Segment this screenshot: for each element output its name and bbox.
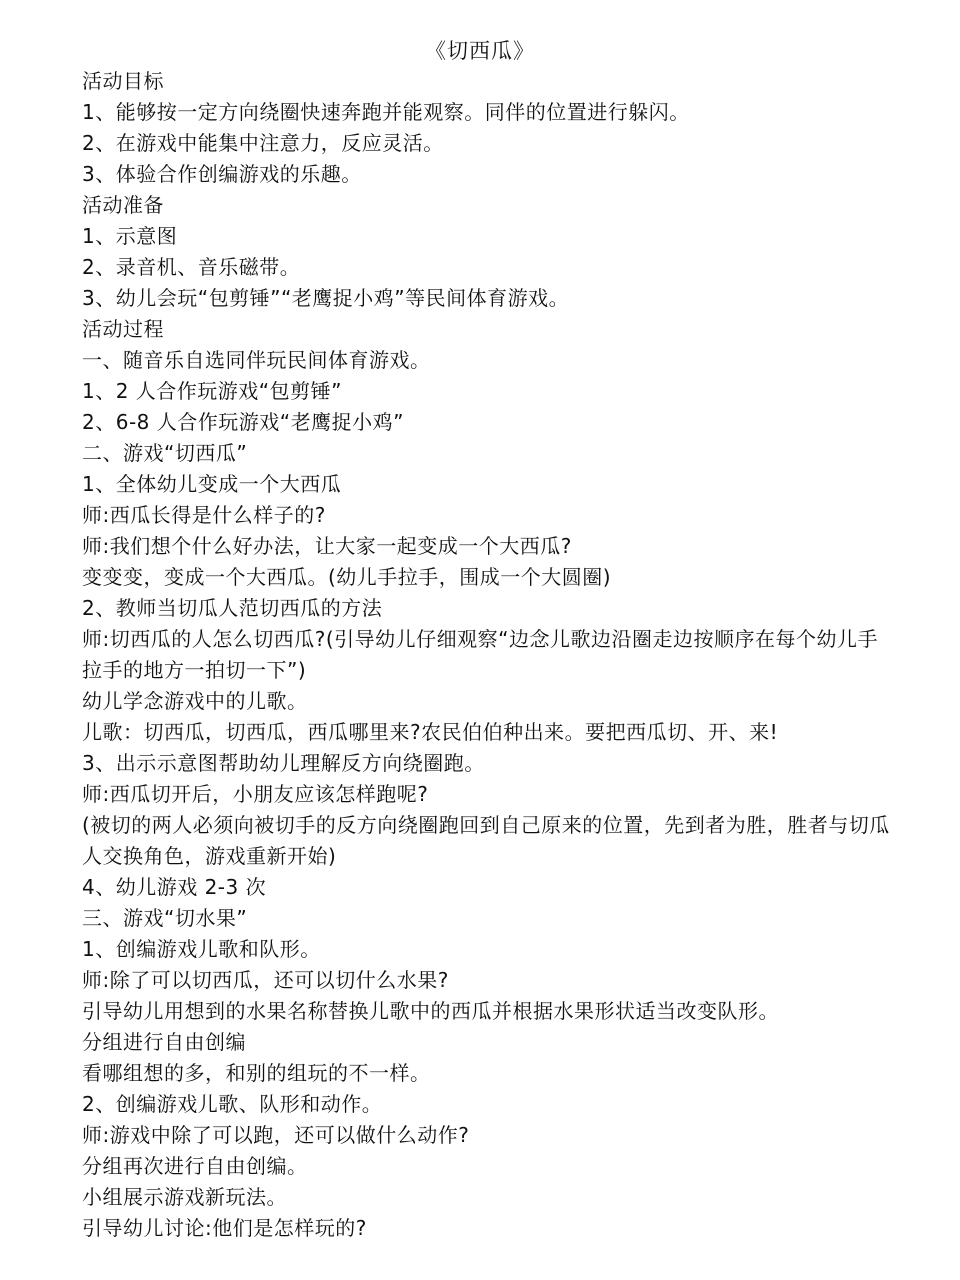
text-line: 拉手的地方一拍切一下”) — [82, 658, 307, 682]
text-line: 三、游戏“切水果” — [82, 906, 248, 930]
text-line: 师:切西瓜的人怎么切西瓜?(引导幼儿仔细观察“边念儿歌边沿圈走边按顺序在每个幼儿手 — [82, 627, 879, 651]
section-heading-preparation: 活动准备 — [82, 193, 164, 217]
text-line: 3、出示示意图帮助幼儿理解反方向绕圈跑。 — [82, 751, 485, 775]
text-line: 幼儿学念游戏中的儿歌。 — [82, 689, 308, 713]
text-line: 2、教师当切瓜人范切西瓜的方法 — [82, 596, 383, 620]
text-line: (被切的两人必须向被切手的反方向绕圈跑回到自己原来的位置，先到者为胜，胜者与切瓜 — [82, 813, 890, 837]
text-line: 1、示意图 — [82, 224, 178, 248]
text-line: 二、游戏“切西瓜” — [82, 441, 248, 465]
text-line: 4、幼儿游戏 2-3 次 — [82, 875, 267, 899]
section-heading-goals: 活动目标 — [82, 69, 164, 93]
text-line: 师:除了可以切西瓜，还可以切什么水果? — [82, 968, 449, 992]
text-line: 引导幼儿讨论:他们是怎样玩的? — [82, 1216, 367, 1240]
text-line: 看哪组想的多，和别的组玩的不一样。 — [82, 1061, 431, 1085]
document-title: 《切西瓜》 — [425, 39, 535, 63]
text-line: 变变变，变成一个大西瓜。(幼儿手拉手，围成一个大圆圈) — [82, 565, 612, 589]
text-line: 1、2 人合作玩游戏“包剪锤” — [82, 379, 343, 403]
text-line: 师:我们想个什么好办法，让大家一起变成一个大西瓜? — [82, 534, 572, 558]
text-line: 师:西瓜切开后，小朋友应该怎样跑呢? — [82, 782, 429, 806]
text-line: 3、体验合作创编游戏的乐趣。 — [82, 162, 362, 186]
text-line: 小组展示游戏新玩法。 — [82, 1185, 287, 1209]
text-line: 引导幼儿用想到的水果名称替换儿歌中的西瓜并根据水果形状适当改变队形。 — [82, 999, 779, 1023]
text-line: 1、能够按一定方向绕圈快速奔跑并能观察。同伴的位置进行躲闪。 — [82, 100, 690, 124]
text-line: 2、录音机、音乐磁带。 — [82, 255, 301, 279]
text-line: 分组再次进行自由创编。 — [82, 1154, 308, 1178]
text-line: 一、随音乐自选同伴玩民间体育游戏。 — [82, 348, 431, 372]
text-line: 1、创编游戏儿歌和队形。 — [82, 937, 321, 961]
text-line: 人交换角色，游戏重新开始) — [82, 844, 337, 868]
text-line: 2、在游戏中能集中注意力，反应灵活。 — [82, 131, 444, 155]
text-line: 师:游戏中除了可以跑，还可以做什么动作? — [82, 1123, 470, 1147]
document-body — [82, 66, 902, 1244]
text-line: 儿歌：切西瓜，切西瓜，西瓜哪里来?农民伯伯种出来。要把西瓜切、开、来! — [82, 720, 779, 744]
text-line: 师:西瓜长得是什么样子的? — [82, 503, 326, 527]
text-line: 3、幼儿会玩“包剪锤”“老鹰捉小鸡”等民间体育游戏。 — [82, 286, 570, 310]
section-heading-process: 活动过程 — [82, 317, 164, 341]
text-line: 分组进行自由创编 — [82, 1030, 246, 1054]
text-line: 2、创编游戏儿歌、队形和动作。 — [82, 1092, 383, 1116]
text-line: 2、6-8 人合作玩游戏“老鹰捉小鸡” — [82, 410, 404, 434]
text-line: 1、全体幼儿变成一个大西瓜 — [82, 472, 342, 496]
